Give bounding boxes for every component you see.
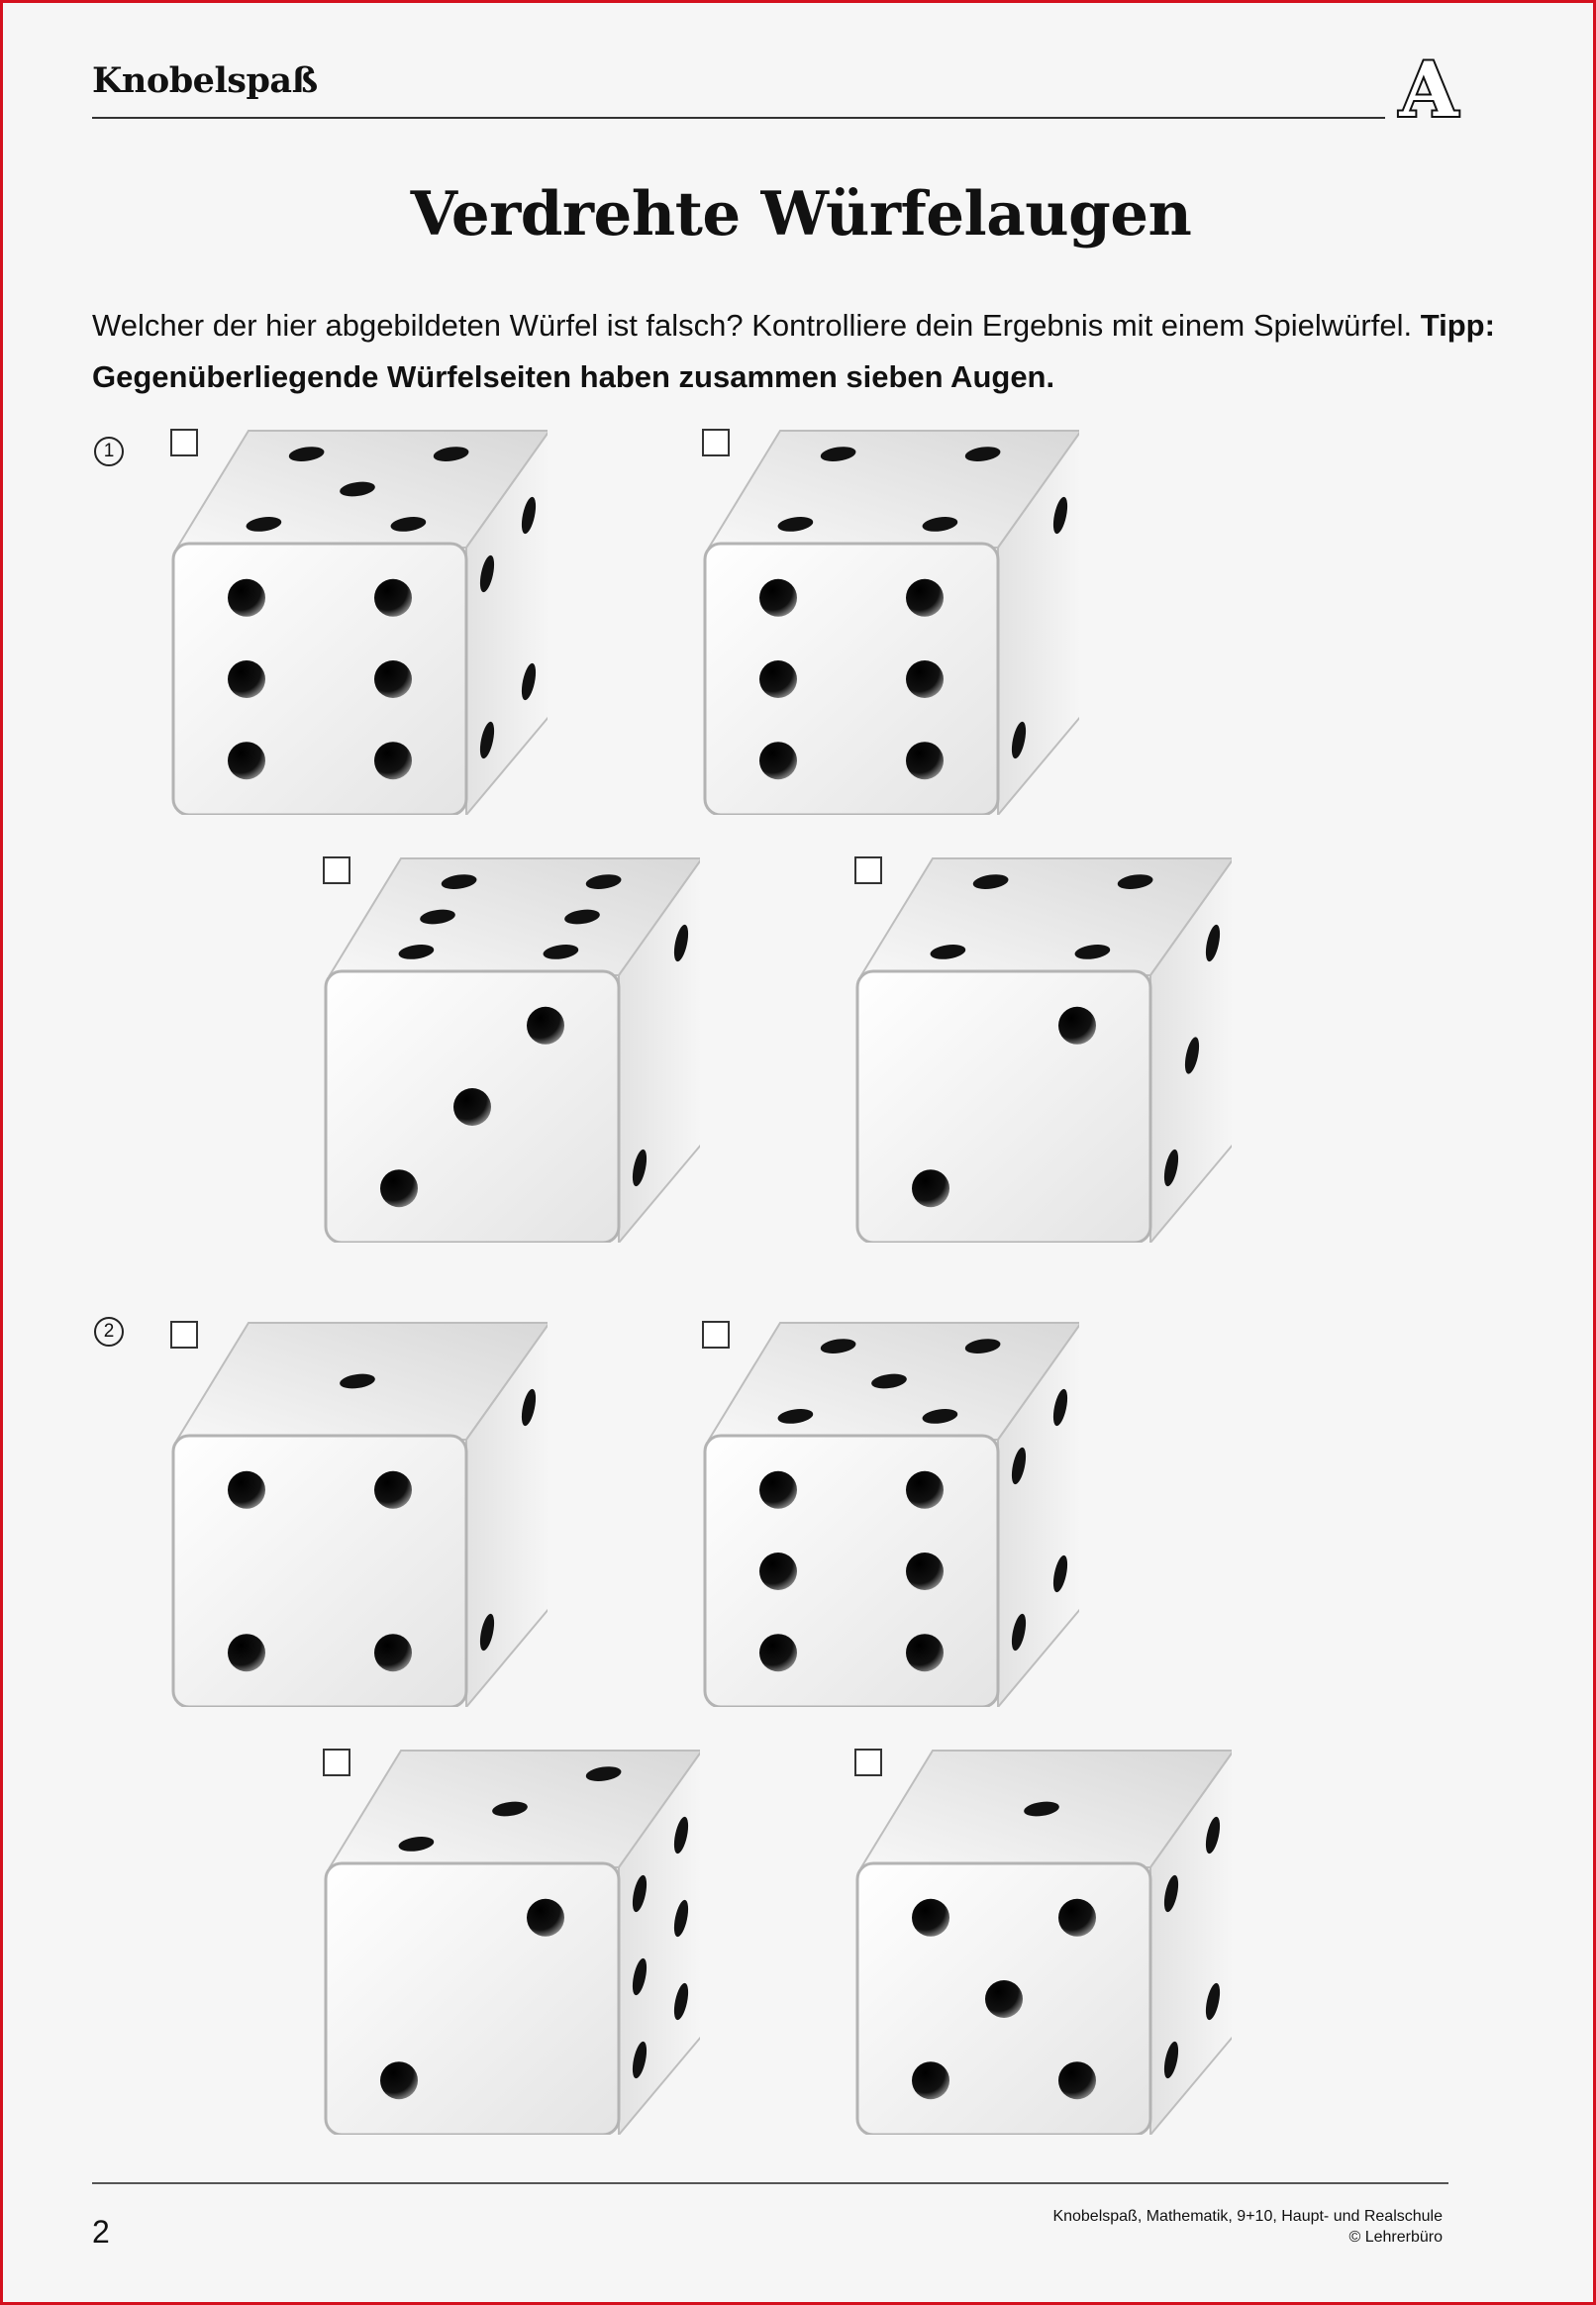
die-2d-front-pip-3 (985, 1980, 1023, 2018)
instructions (92, 300, 1518, 403)
die-1a-front-pip-6 (374, 742, 412, 779)
die-1a-front-pip-4 (374, 660, 412, 698)
die-2b-front-pip-2 (906, 1471, 944, 1509)
die-2c-front-pip-2 (380, 2061, 418, 2099)
die-2a-front-face (173, 1436, 466, 1707)
die-2b-front-face (705, 1436, 998, 1707)
task-number-2: 2 (94, 1317, 124, 1347)
footer-credits (1052, 2206, 1443, 2248)
die-1a-front-pip-1 (228, 579, 265, 617)
task-number-1: 1 (94, 437, 124, 466)
die-1d-front-face (857, 971, 1150, 1243)
die-2b-front-pip-4 (906, 1553, 944, 1590)
header-title: Knobelspaß (92, 60, 318, 101)
die-1b-front-pip-6 (906, 742, 944, 779)
die-1b (683, 419, 1079, 815)
die-1a-front-pip-3 (228, 660, 265, 698)
die-1d (836, 847, 1232, 1243)
die-2b-front-pip-5 (759, 1634, 797, 1671)
die-1a (151, 419, 548, 815)
die-2d-front-pip-4 (912, 2061, 949, 2099)
die-1b-front-pip-1 (759, 579, 797, 617)
header-divider (92, 117, 1385, 119)
die-1b-front-pip-4 (906, 660, 944, 698)
die-2b-front-pip-1 (759, 1471, 797, 1509)
die-1d-front-pip-1 (1058, 1007, 1096, 1045)
die-1c-front-pip-3 (380, 1169, 418, 1207)
footer-source: Knobelspaß, Mathematik, 9+10, Haupt- und Realschule (1052, 2208, 1443, 2225)
die-2b-front-pip-3 (759, 1553, 797, 1590)
die-2a-front-pip-3 (228, 1634, 265, 1671)
die-1c-front-pip-1 (527, 1007, 564, 1045)
die-1b-front-pip-5 (759, 742, 797, 779)
svg-text:A: A (1399, 52, 1458, 126)
die-1a-front-pip-5 (228, 742, 265, 779)
die-1c-front-pip-2 (453, 1088, 491, 1126)
die-1a-front-pip-2 (374, 579, 412, 617)
die-2a-front-pip-2 (374, 1471, 412, 1509)
die-1b-front-pip-2 (906, 579, 944, 617)
die-1b-front-pip-3 (759, 660, 797, 698)
die-1c (304, 847, 700, 1243)
die-2d (836, 1739, 1232, 2135)
footer-copyright: © Lehrerbüro (1348, 2229, 1443, 2246)
die-2a-front-pip-4 (374, 1634, 412, 1671)
level-badge-icon (1394, 52, 1463, 126)
footer-divider (92, 2182, 1448, 2184)
die-1a-front-face (173, 544, 466, 815)
die-2a-front-pip-1 (228, 1471, 265, 1509)
die-2d-front-pip-1 (912, 1899, 949, 1937)
instructions-text: Welcher der hier abgebildeten Würfel ist falsch? Kontrolliere dein Ergebnis mit einem Spielwürfel. (92, 308, 1413, 343)
die-2a (151, 1311, 548, 1707)
die-2c (304, 1739, 700, 2135)
die-2c-front-face (326, 1863, 619, 2135)
die-2b (683, 1311, 1079, 1707)
die-1d-front-pip-2 (912, 1169, 949, 1207)
die-2c-front-pip-1 (527, 1899, 564, 1937)
die-2d-front-pip-5 (1058, 2061, 1096, 2099)
die-2b-front-pip-6 (906, 1634, 944, 1671)
worksheet-title: Verdrehte Würfelaugen (410, 179, 1192, 250)
die-2d-front-pip-2 (1058, 1899, 1096, 1937)
instructions-tip: Tipp: Gegenüberliegende Würfelseiten haben zusammen sieben Augen. (92, 308, 1495, 394)
page-number: 2 (92, 2214, 110, 2250)
die-1b-front-face (705, 544, 998, 815)
